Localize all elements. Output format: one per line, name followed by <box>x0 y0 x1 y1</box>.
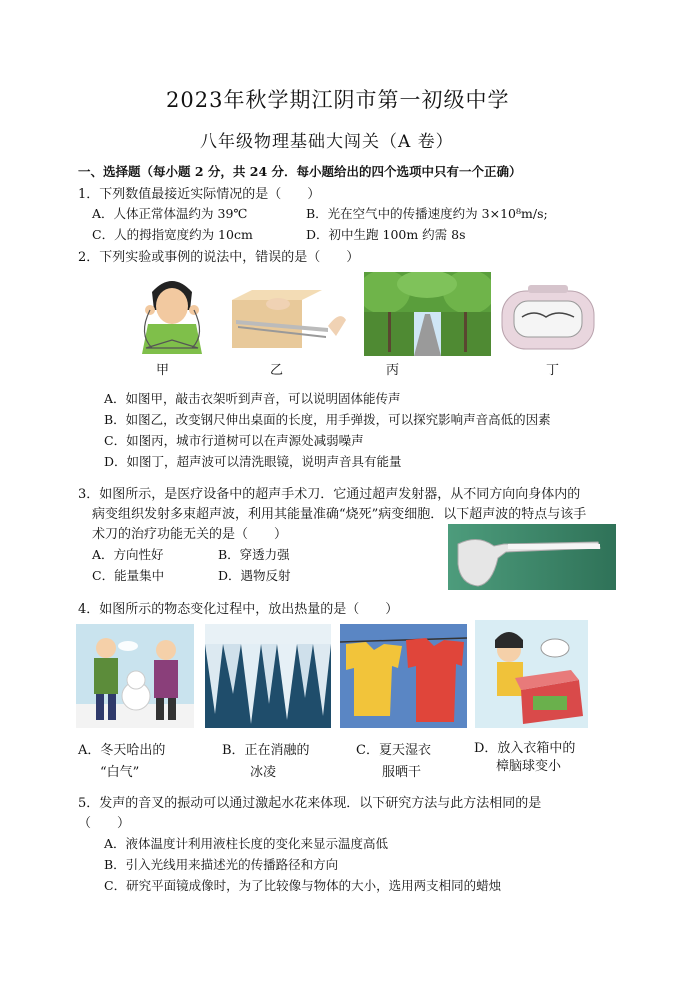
q3-stem-line3: 术刀的治疗功能无关的是（ ） <box>92 527 288 542</box>
q2-stem: 2．下列实验或事例的说法中，错误的是（ ） <box>78 250 360 265</box>
q4-caption-d-line2: 樟脑球变小 <box>496 759 562 774</box>
q2-option-a: A．如图甲，敲击衣架听到声音，可以说明固体能传声 <box>104 391 401 406</box>
q4-caption-c-line1: C．夏天湿衣 <box>356 743 431 758</box>
q4-image-a-winter-breath <box>76 624 194 728</box>
q1-option-d: D．初中生跑 100m 约需 8s <box>306 227 466 242</box>
q1-option-a: A．人体正常体温约为 39℃ <box>92 206 248 221</box>
page-title: 2023年秋学期江阴市第一初级中学 <box>166 88 510 112</box>
q2-image-ding-ultrasonic-cleaner <box>498 281 598 353</box>
section-heading: 一、选择题（每小题 2 分，共 24 分．每小题给出的四个选项中只有一个正确） <box>78 164 522 179</box>
q4-stem: 4．如图所示的物态变化过程中，放出热量的是（ ） <box>78 602 399 617</box>
q2-caption-jia: 甲 <box>156 363 170 378</box>
q4-caption-b-line2: 冰凌 <box>250 765 277 780</box>
q2-option-c: C．如图丙，城市行道树可以在声源处减弱噪声 <box>104 433 364 448</box>
q5-option-b: B．引入光线用来描述光的传播路径和方向 <box>104 857 339 872</box>
q4-caption-a-line2: “白气” <box>100 765 140 780</box>
q2-image-jia-person-hanger <box>132 270 212 354</box>
q2-caption-ding: 丁 <box>546 363 560 378</box>
q5-stem-line1: 5．发声的音叉的振动可以通过激起水花来体现．以下研究方法与此方法相同的是 <box>78 796 542 811</box>
q2-option-b: B．如图乙，改变钢尺伸出桌面的长度，用手弹拨，可以探究影响声音高低的因素 <box>104 412 551 427</box>
q5-stem-line2: （ ） <box>78 816 131 831</box>
q3-option-d: D．遇物反射 <box>218 568 291 583</box>
q4-image-c-drying-clothes <box>340 624 467 728</box>
q5-option-a: A．液体温度计利用液柱长度的变化来显示温度高低 <box>104 836 389 851</box>
q2-image-yi-ruler-desk <box>232 280 350 348</box>
q4-caption-c-line2: 服晒干 <box>382 765 422 780</box>
q2-image-bing-street-trees <box>364 272 491 356</box>
page-subtitle: 八年级物理基础大闯关（A 卷） <box>200 132 454 152</box>
q2-caption-yi: 乙 <box>270 363 284 378</box>
q2-caption-bing: 丙 <box>386 363 400 378</box>
q4-caption-a-line1: A．冬天哈出的 <box>78 743 166 758</box>
q4-image-d-mothballs-box <box>475 620 588 728</box>
q1-stem: 1．下列数值最接近实际情况的是（ ） <box>78 187 321 202</box>
q1-option-c: C．人的拇指宽度约为 10cm <box>92 227 253 242</box>
q3-option-a: A．方向性好 <box>92 547 164 562</box>
q4-caption-b-line1: B．正在消融的 <box>222 743 310 758</box>
q1-option-b: B．光在空气中的传播速度约为 3×10⁸m/s; <box>306 206 548 221</box>
q3-option-c: C．能量集中 <box>92 568 165 583</box>
q3-stem-line1: 3．如图所示，是医疗设备中的超声手术刀．它通过超声发射器，从不同方向向身体内的 <box>78 487 581 502</box>
q4-image-b-icicles <box>205 624 331 728</box>
q3-option-b: B．穿透力强 <box>218 547 290 562</box>
q2-option-d: D．如图丁，超声波可以清洗眼镜，说明声音具有能量 <box>104 454 402 469</box>
q4-caption-d-line1: D．放入衣箱中的 <box>474 741 576 756</box>
q5-option-c: C．研究平面镜成像时，为了比较像与物体的大小，选用两支相同的蜡烛 <box>104 878 502 893</box>
q3-stem-line2: 病变组织发射多束超声波，利用其能量准确“烧死”病变细胞．以下超声波的特点与该手 <box>92 507 587 522</box>
q3-image-ultrasound-scalpel <box>448 524 616 590</box>
